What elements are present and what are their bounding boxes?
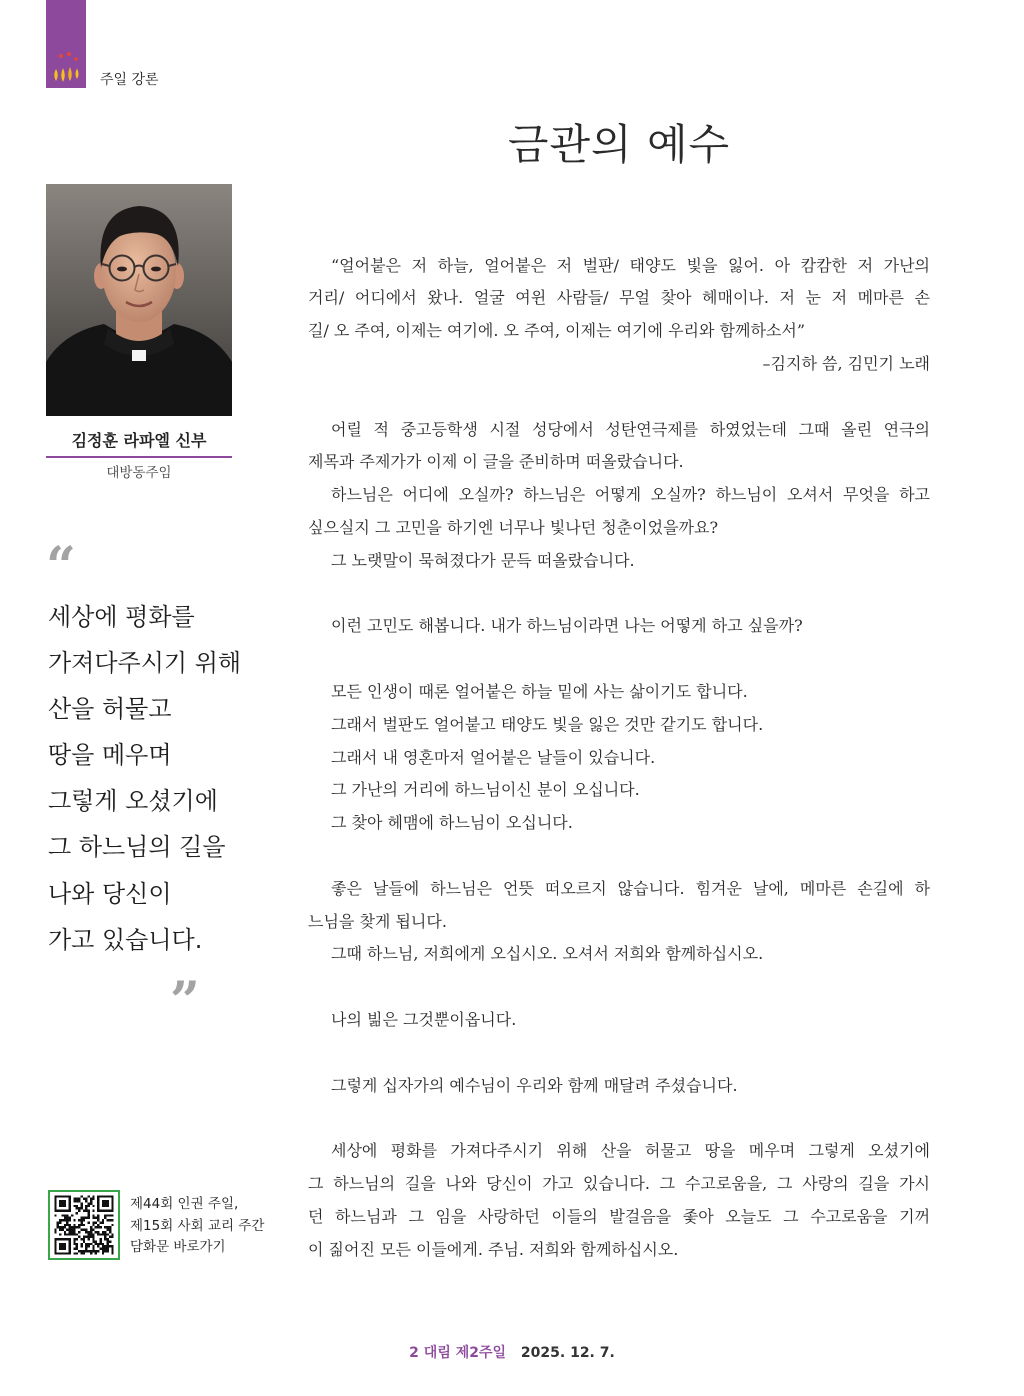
text-section bbox=[308, 873, 930, 971]
paragraph-line: 그래서 내 영혼마저 얼어붙은 날들이 있습니다. bbox=[331, 747, 656, 767]
pull-quote-line: 산을 허물고 bbox=[48, 695, 172, 724]
qr-caption-line: 담화문 바로가기 bbox=[130, 1239, 226, 1255]
paragraph-line: “얼어붙은 저 하늘, 얼어붙은 저 벌판/ 태양도 빛을 잃어. 아 캄캄한 저 가난의 bbox=[331, 255, 930, 275]
paragraph-line: 이 짊어진 모든 이들에게. 주님. 저희와 함께하십시오. bbox=[308, 1239, 679, 1259]
paragraph bbox=[308, 610, 930, 643]
paragraph bbox=[308, 1070, 930, 1103]
paragraph-line: 던 하느님과 그 임을 사랑하던 이들의 발걸음을 좇아 오늘도 그 수고로움을 기꺼 bbox=[308, 1206, 930, 1226]
pull-quote-line: 땅을 메우며 bbox=[48, 741, 172, 770]
author-name-line bbox=[46, 430, 232, 452]
open-quote-mark: “ bbox=[46, 536, 76, 597]
paragraph bbox=[308, 807, 930, 840]
paragraph-line: 그 찾아 헤맴에 하느님이 오십니다. bbox=[331, 813, 573, 833]
text-section bbox=[308, 1004, 930, 1037]
page-title: 금관의 예수 bbox=[507, 120, 731, 169]
qr-code-graphic bbox=[52, 1193, 116, 1257]
paragraph-line: 모든 인생이 때론 얼어붙은 하늘 밑에 사는 삶이기도 합니다. bbox=[331, 681, 748, 701]
author-parish: 대방동주임 bbox=[106, 465, 172, 481]
qr-code bbox=[48, 1190, 120, 1260]
paragraph-line: 그래서 벌판도 얼어붙고 태양도 빛을 잃은 것만 같기도 합니다. bbox=[331, 714, 764, 734]
paragraph-line: 좋은 날들에 하느님은 언뜻 떠오르지 않습니다. 힘겨운 날에, 메마른 손길에 하 bbox=[331, 878, 930, 898]
flames-icon bbox=[50, 50, 82, 84]
text-section bbox=[308, 1070, 930, 1103]
paragraph-line: 그렇게 십자가의 예수님이 우리와 함께 매달려 주셨습니다. bbox=[331, 1075, 738, 1095]
author-title: 라파엘 신부 bbox=[123, 431, 207, 450]
paragraph-line: 그 가난의 거리에 하느님이신 분이 오십니다. bbox=[331, 780, 640, 800]
author-divider bbox=[46, 456, 232, 458]
author-portrait-image bbox=[46, 184, 232, 416]
pull-quote-line: 그 하느님의 길을 bbox=[48, 833, 226, 862]
paragraph-line: 제목과 주제가가 이제 이 글을 준비하며 떠올랐습니다. bbox=[308, 452, 684, 472]
paragraph bbox=[308, 676, 930, 709]
epigraph bbox=[308, 250, 930, 381]
pull-quote-line: 가고 있습니다. bbox=[48, 925, 203, 954]
homily-body bbox=[308, 250, 930, 1267]
paragraph-line: 거리/ 어디에서 왔나. 얼굴 여윈 사람들/ 무얼 찾아 헤매이나. 저 눈 저 메마른 손 bbox=[308, 288, 930, 308]
paragraph bbox=[308, 742, 930, 775]
paragraph bbox=[308, 1135, 930, 1266]
paragraph bbox=[308, 873, 930, 939]
pull-quote-line: 세상에 평화를 bbox=[48, 603, 195, 631]
paragraph-line: 느님을 찾게 됩니다. bbox=[308, 911, 447, 931]
paragraph-line: 어릴 적 중고등학생 시절 성당에서 성탄연극제를 하였었는데 그때 올린 연극의 bbox=[331, 419, 930, 439]
paragraph-line: 길/ 오 주여, 이제는 여기에. 오 주여, 이제는 여기에 우리와 함께하소서” bbox=[308, 321, 806, 341]
page-footer bbox=[0, 1343, 1024, 1363]
paragraph bbox=[308, 1004, 930, 1037]
paragraph bbox=[308, 414, 930, 480]
paragraph-line: 그때 하느님, 저희에게 오십시오. 오셔서 저희와 함께하십시오. bbox=[331, 944, 764, 964]
paragraph bbox=[308, 250, 930, 348]
qr-caption-line: 제15회 사회 교리 주간 bbox=[130, 1217, 265, 1234]
pull-quote-line: 가져다주시기 위해 bbox=[48, 649, 242, 678]
paragraph bbox=[308, 709, 930, 742]
paragraph bbox=[308, 938, 930, 971]
paragraph-line: 나의 빎은 그것뿐이옵니다. bbox=[331, 1009, 517, 1029]
section-label: 주일 강론 bbox=[100, 72, 159, 88]
close-quote-mark: ” bbox=[170, 971, 200, 1032]
pull-quote bbox=[48, 594, 298, 963]
paragraph-line: 싶으실지 그 고민을 하기엔 너무나 빛나던 청춘이었을까요? bbox=[308, 517, 719, 537]
paragraph bbox=[308, 479, 930, 545]
paragraph bbox=[308, 545, 930, 578]
text-section bbox=[308, 414, 930, 578]
section-tab bbox=[46, 0, 86, 88]
liturgical-day: 대림 제2주일 bbox=[423, 1345, 507, 1361]
qr-caption bbox=[130, 1194, 264, 1259]
text-section bbox=[308, 1135, 930, 1266]
author-photo bbox=[46, 184, 232, 416]
page-number: 2 bbox=[409, 1345, 419, 1361]
text-section bbox=[308, 610, 930, 643]
pull-quote-line: 그렇게 오셨기에 bbox=[48, 787, 218, 816]
paragraph-line: 세상에 평화를 가져다주시기 위해 산을 허물고 땅을 메우며 그렇게 오셨기에 bbox=[331, 1141, 930, 1161]
paragraph-line: 이런 고민도 해봅니다. 내가 하느님이라면 나는 어떻게 하고 싶을까? bbox=[331, 616, 803, 636]
paragraph-line: 그 노랫말이 묵혀졌다가 문득 떠올랐습니다. bbox=[331, 550, 635, 570]
issue-date: 2025. 12. 7. bbox=[520, 1345, 615, 1361]
paragraph-line: 하느님은 어디에 오실까? 하느님은 어떻게 오실까? 하느님이 오셔서 무엇을 하고 bbox=[331, 485, 930, 505]
author-name: 김정훈 bbox=[71, 431, 118, 450]
text-section bbox=[308, 676, 930, 840]
paragraph-line: 그 하느님의 길을 나와 당신이 가고 있습니다. 그 수고로움을, 그 사랑의 길을 가시 bbox=[308, 1173, 930, 1193]
paragraph bbox=[308, 774, 930, 807]
epigraph-attribution: –김지하 씀, 김민기 노래 bbox=[762, 353, 930, 373]
qr-caption-line: 제44회 인권 주일, bbox=[130, 1196, 239, 1212]
pull-quote-line: 나와 당신이 bbox=[48, 879, 172, 908]
